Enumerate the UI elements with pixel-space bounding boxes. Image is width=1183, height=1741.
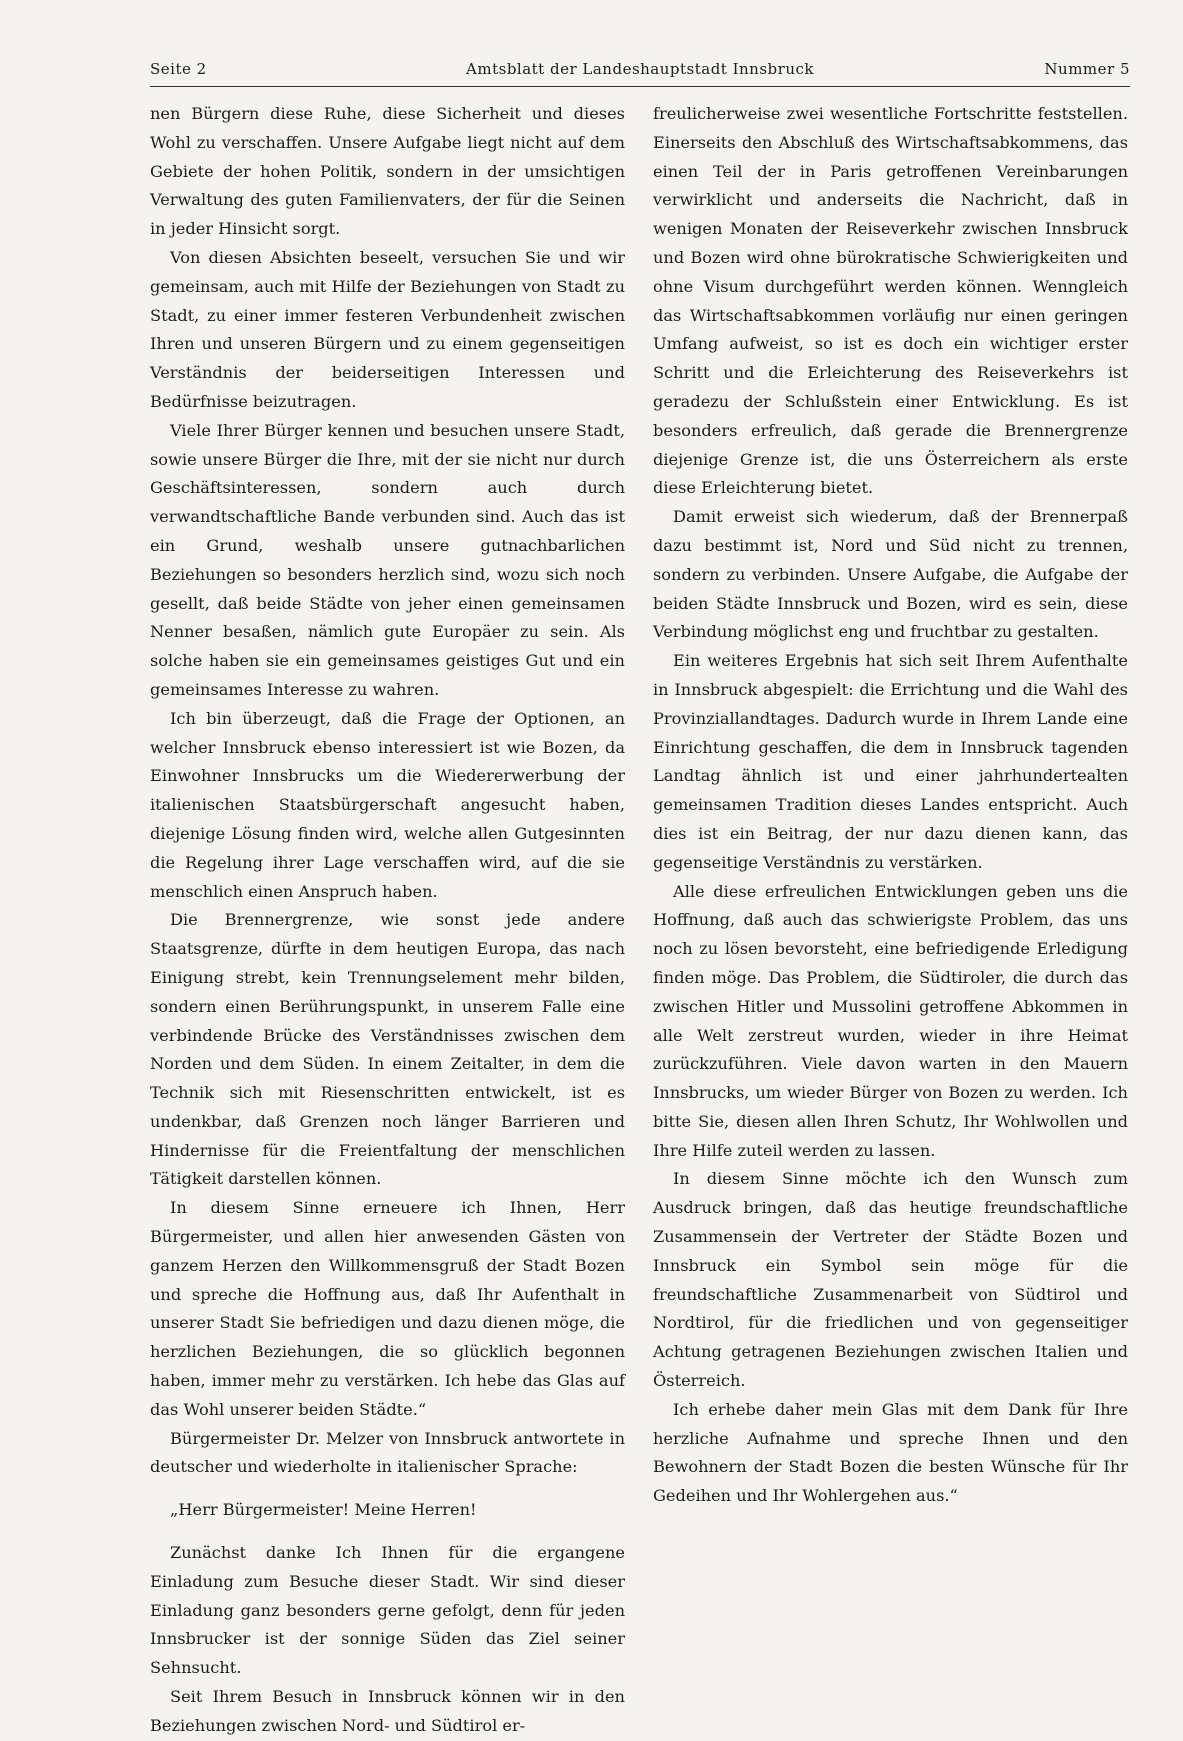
paragraph: Ich erhebe daher mein Glas mit dem Dank für Ihre herzliche Aufnahme und spreche Ihnen und den Bewohnern der Stadt Bozen die besten Wünsche für Ihr Gedeihen und Ihr Wohlergehen aus.“	[653, 1399, 1128, 1506]
issue-number: Nummer 5	[1044, 60, 1130, 78]
paragraph: Die Brennergrenze, wie sonst jede andere Staatsgrenze, dürfte in dem heutigen Europa, das nach Einigung strebt, kein Trennungselement mehr bilden, sondern einen Berührungspunkt, in unserem Falle eine verbindende Brücke des Verständnisses zwischen dem Norden und dem Süden. In einem Zeitalter, in dem die Technik sich mit Riesenschritten entwickelt, ist es undenkbar, daß Grenzen noch länger Barrieren und Hindernisse für die Freientfaltung der menschlichen Tätigkeit darstellen können.	[150, 910, 625, 1189]
paragraph: Ein weiteres Ergebnis hat sich seit Ihrem Aufenthalte in Innsbruck abgespielt: die Errichtung und die Wahl des Provinziallandtages. Dadurch wurde in Ihrem Lande eine Einrichtung geschaffen, die dem in Innsbruck tagenden Landtag ähnlich ist und einer jahrhundertealten gemeinsamen Tradition dieses Landes entspricht. Auch dies ist ein Beitrag, der nur dazu dienen kann, das gegenseitige Verständnis zu verstärken.	[653, 651, 1128, 872]
header-rule	[150, 86, 1130, 87]
paragraph: In diesem Sinne möchte ich den Wunsch zum Ausdruck bringen, daß das heutige freundschaftliche Zusammensein der Vertreter der Städte Bozen und Innsbruck ein Symbol sein möge für die freundschaftliche Zusammenarbeit von Südtirol und Nordtirol, für die friedlichen und von gegenseitiger Achtung getragenen Beziehungen zwischen Italien und Österreich.	[653, 1169, 1128, 1391]
paragraph: Viele Ihrer Bürger kennen und besuchen unsere Stadt, sowie unsere Bürger die Ihre, mit der sie nicht nur durch Geschäftsinteressen, sondern auch durch verwandtschaftliche Bande verbunden sind. Auch das ist ein Grund, weshalb unsere gutnachbarlichen Beziehungen so besonders herzlich sind, wozu sich noch gesellt, daß beide Städte von jeher einen gemeinsamen Nenner besaßen, nämlich gute Europäer zu sein. Als solche haben sie ein gemeinsames geistiges Gut und ein gemeinsames Interesse zu wahren.	[150, 420, 625, 699]
paragraph: Alle diese erfreulichen Entwicklungen geben uns die Hoffnung, daß auch das schwierigste Problem, das uns noch zu lösen bevorsteht, eine befriedigende Erledigung finden möge. Das Problem, die Südtiroler, die durch das zwischen Hitler und Mussolini getroffene Abkommen in alle Welt zerstreut wurden, wieder in ihre Heimat zurückzuführen. Viele davon warten in den Mauern Innsbrucks, um wieder Bürger von Bozen zu werden. Ich bitte Sie, diesen allen Ihren Schutz, Ihr Wohlwollen und Ihre Hilfe zuteil werden zu lassen.	[653, 881, 1128, 1160]
page-number: Seite 2	[150, 60, 207, 78]
paragraph: Zunächst danke Ich Ihnen für die ergangene Einladung zum Besuche dieser Stadt. Wir sind dieser Einladung ganz besonders gerne gefolgt, denn für jeden Innsbrucker ist der sonnige Süden das Ziel seiner Sehnsucht.	[150, 1543, 625, 1678]
paragraph: Bürgermeister Dr. Melzer von Innsbruck antwortete in deutscher und wiederholte in italienischer Sprache:	[150, 1428, 625, 1477]
speech-salutation: „Herr Bürgermeister! Meine Herren!	[170, 1500, 477, 1520]
paragraph: nen Bürgern diese Ruhe, diese Sicherheit und dieses Wohl zu verschaffen. Unsere Aufgabe liegt nicht auf dem Gebiete der hohen Politik, sondern in der umsichtigen Verwaltung des guten Familienvaters, der für die Seinen in jeder Hinsicht sorgt.	[150, 104, 625, 239]
publication-title: Amtsblatt der Landeshauptstadt Innsbruck	[466, 60, 814, 78]
paragraph: Von diesen Absichten beseelt, versuchen Sie und wir gemeinsam, auch mit Hilfe der Beziehungen von Stadt zu Stadt, zu einer immer festeren Verbundenheit zwischen Ihren und unseren Bürgern und zu einem gegenseitigen Verständnis der beiderseitigen Interessen und Bedürfnisse beizutragen.	[150, 247, 625, 411]
left-column	[150, 100, 625, 1741]
right-column	[653, 100, 1128, 1511]
paragraph: Damit erweist sich wiederum, daß der Brennerpaß dazu bestimmt ist, Nord und Süd nicht zu trennen, sondern zu verbinden. Unsere Aufgabe, die Aufgabe der beiden Städte Innsbruck und Bozen, wird es sein, diese Verbindung möglichst eng und fruchtbar zu gestalten.	[653, 507, 1128, 642]
paragraph: Ich bin überzeugt, daß die Frage der Optionen, an welcher Innsbruck ebenso interessiert ist wie Bozen, da Einwohner Innsbrucks um die Wiedererwerbung der italienischen Staatsbürgerschaft angesucht haben, diejenige Lösung finden wird, welche allen Gutgesinnten die Regelung ihrer Lage verschaffen wird, auf die sie menschlich einen Anspruch haben.	[150, 708, 625, 901]
paragraph: freulicherweise zwei wesentliche Fortschritte feststellen. Einerseits den Abschluß des Wirtschaftsabkommens, das einen Teil der in Paris getroffenen Vereinbarungen verwirklicht und anderseits die Nachricht, daß in wenigen Monaten der Reiseverkehr zwischen Innsbruck und Bozen wird ohne bürokratische Schwierigkeiten und ohne Visum durchgeführt werden können. Wenngleich das Wirtschaftsabkommen vorläufig nur einen geringen Umfang aufweist, so ist es doch ein wichtiger erster Schritt und die Erleichterung des Reiseverkehrs ist geradezu der Schlußstein einer Entwicklung. Es ist besonders erfreulich, daß gerade die Brennergrenze diejenige Grenze ist, die uns Österreichern als erste diese Erleichterung bietet.	[653, 104, 1128, 498]
page-header	[150, 60, 1130, 78]
paragraph: Seit Ihrem Besuch in Innsbruck können wir in den Beziehungen zwischen Nord- und Südtirol er-	[150, 1687, 625, 1735]
paragraph: In diesem Sinne erneuere ich Ihnen, Herr Bürgermeister, und allen hier anwesenden Gästen von ganzem Herzen den Willkommensgruß der Stadt Bozen und spreche die Hoffnung aus, daß Ihr Aufenthalt in unserer Stadt Sie befriedigen und dazu dienen möge, die herzlichen Beziehungen, die so glücklich begonnen haben, immer mehr zu verstärken. Ich hebe das Glas auf das Wohl unserer beiden Städte.“	[150, 1198, 625, 1419]
